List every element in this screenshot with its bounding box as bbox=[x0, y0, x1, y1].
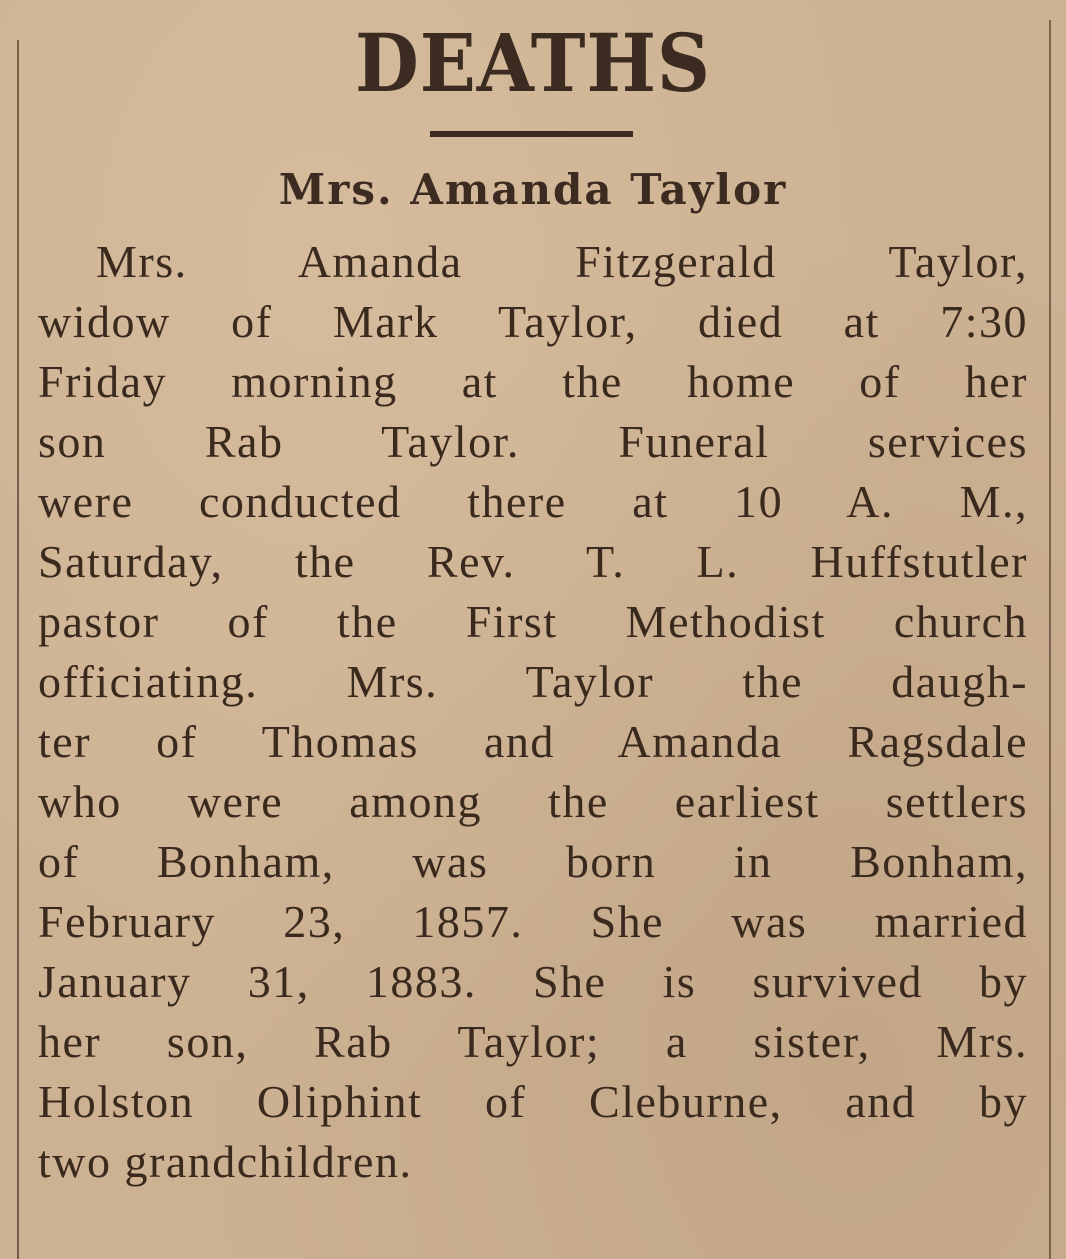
body-line: ter of Thomas and Amanda Ragsdale bbox=[38, 716, 1028, 767]
body-line: Friday morning at the home of her bbox=[38, 356, 1028, 407]
body-line: widow of Mark Taylor, died at 7:30 bbox=[38, 296, 1028, 347]
body-line: who were among the earliest settlers bbox=[38, 776, 1028, 827]
body-line: Saturday, the Rev. T. L. Huffstutler bbox=[38, 536, 1028, 587]
section-title: DEATHS bbox=[355, 16, 711, 110]
body-line: Mrs. Amanda Fitzgerald Taylor, bbox=[96, 236, 1028, 287]
body-line: Holston Oliphint of Cleburne, and by bbox=[38, 1076, 1028, 1127]
body-line: her son, Rab Taylor; a sister, Mrs. bbox=[38, 1016, 1028, 1067]
body-line: pastor of the First Methodist church bbox=[38, 596, 1028, 647]
body-line: of Bonham, was born in Bonham, bbox=[38, 836, 1028, 887]
body-line: February 23, 1857. She was married bbox=[38, 896, 1028, 947]
body-line: officiating. Mrs. Taylor the daugh- bbox=[38, 656, 1028, 707]
body-line: January 31, 1883. She is survived by bbox=[38, 956, 1028, 1007]
body-line: son Rab Taylor. Funeral services bbox=[38, 416, 1028, 467]
column-rule-left bbox=[17, 40, 19, 1259]
obituary-body bbox=[38, 232, 1028, 1192]
body-line: were conducted there at 10 A. M., bbox=[38, 476, 1028, 527]
title-divider bbox=[430, 131, 633, 137]
body-line: two grandchildren. bbox=[38, 1136, 413, 1187]
obituary-headline: Mrs. Amanda Taylor bbox=[278, 165, 788, 214]
